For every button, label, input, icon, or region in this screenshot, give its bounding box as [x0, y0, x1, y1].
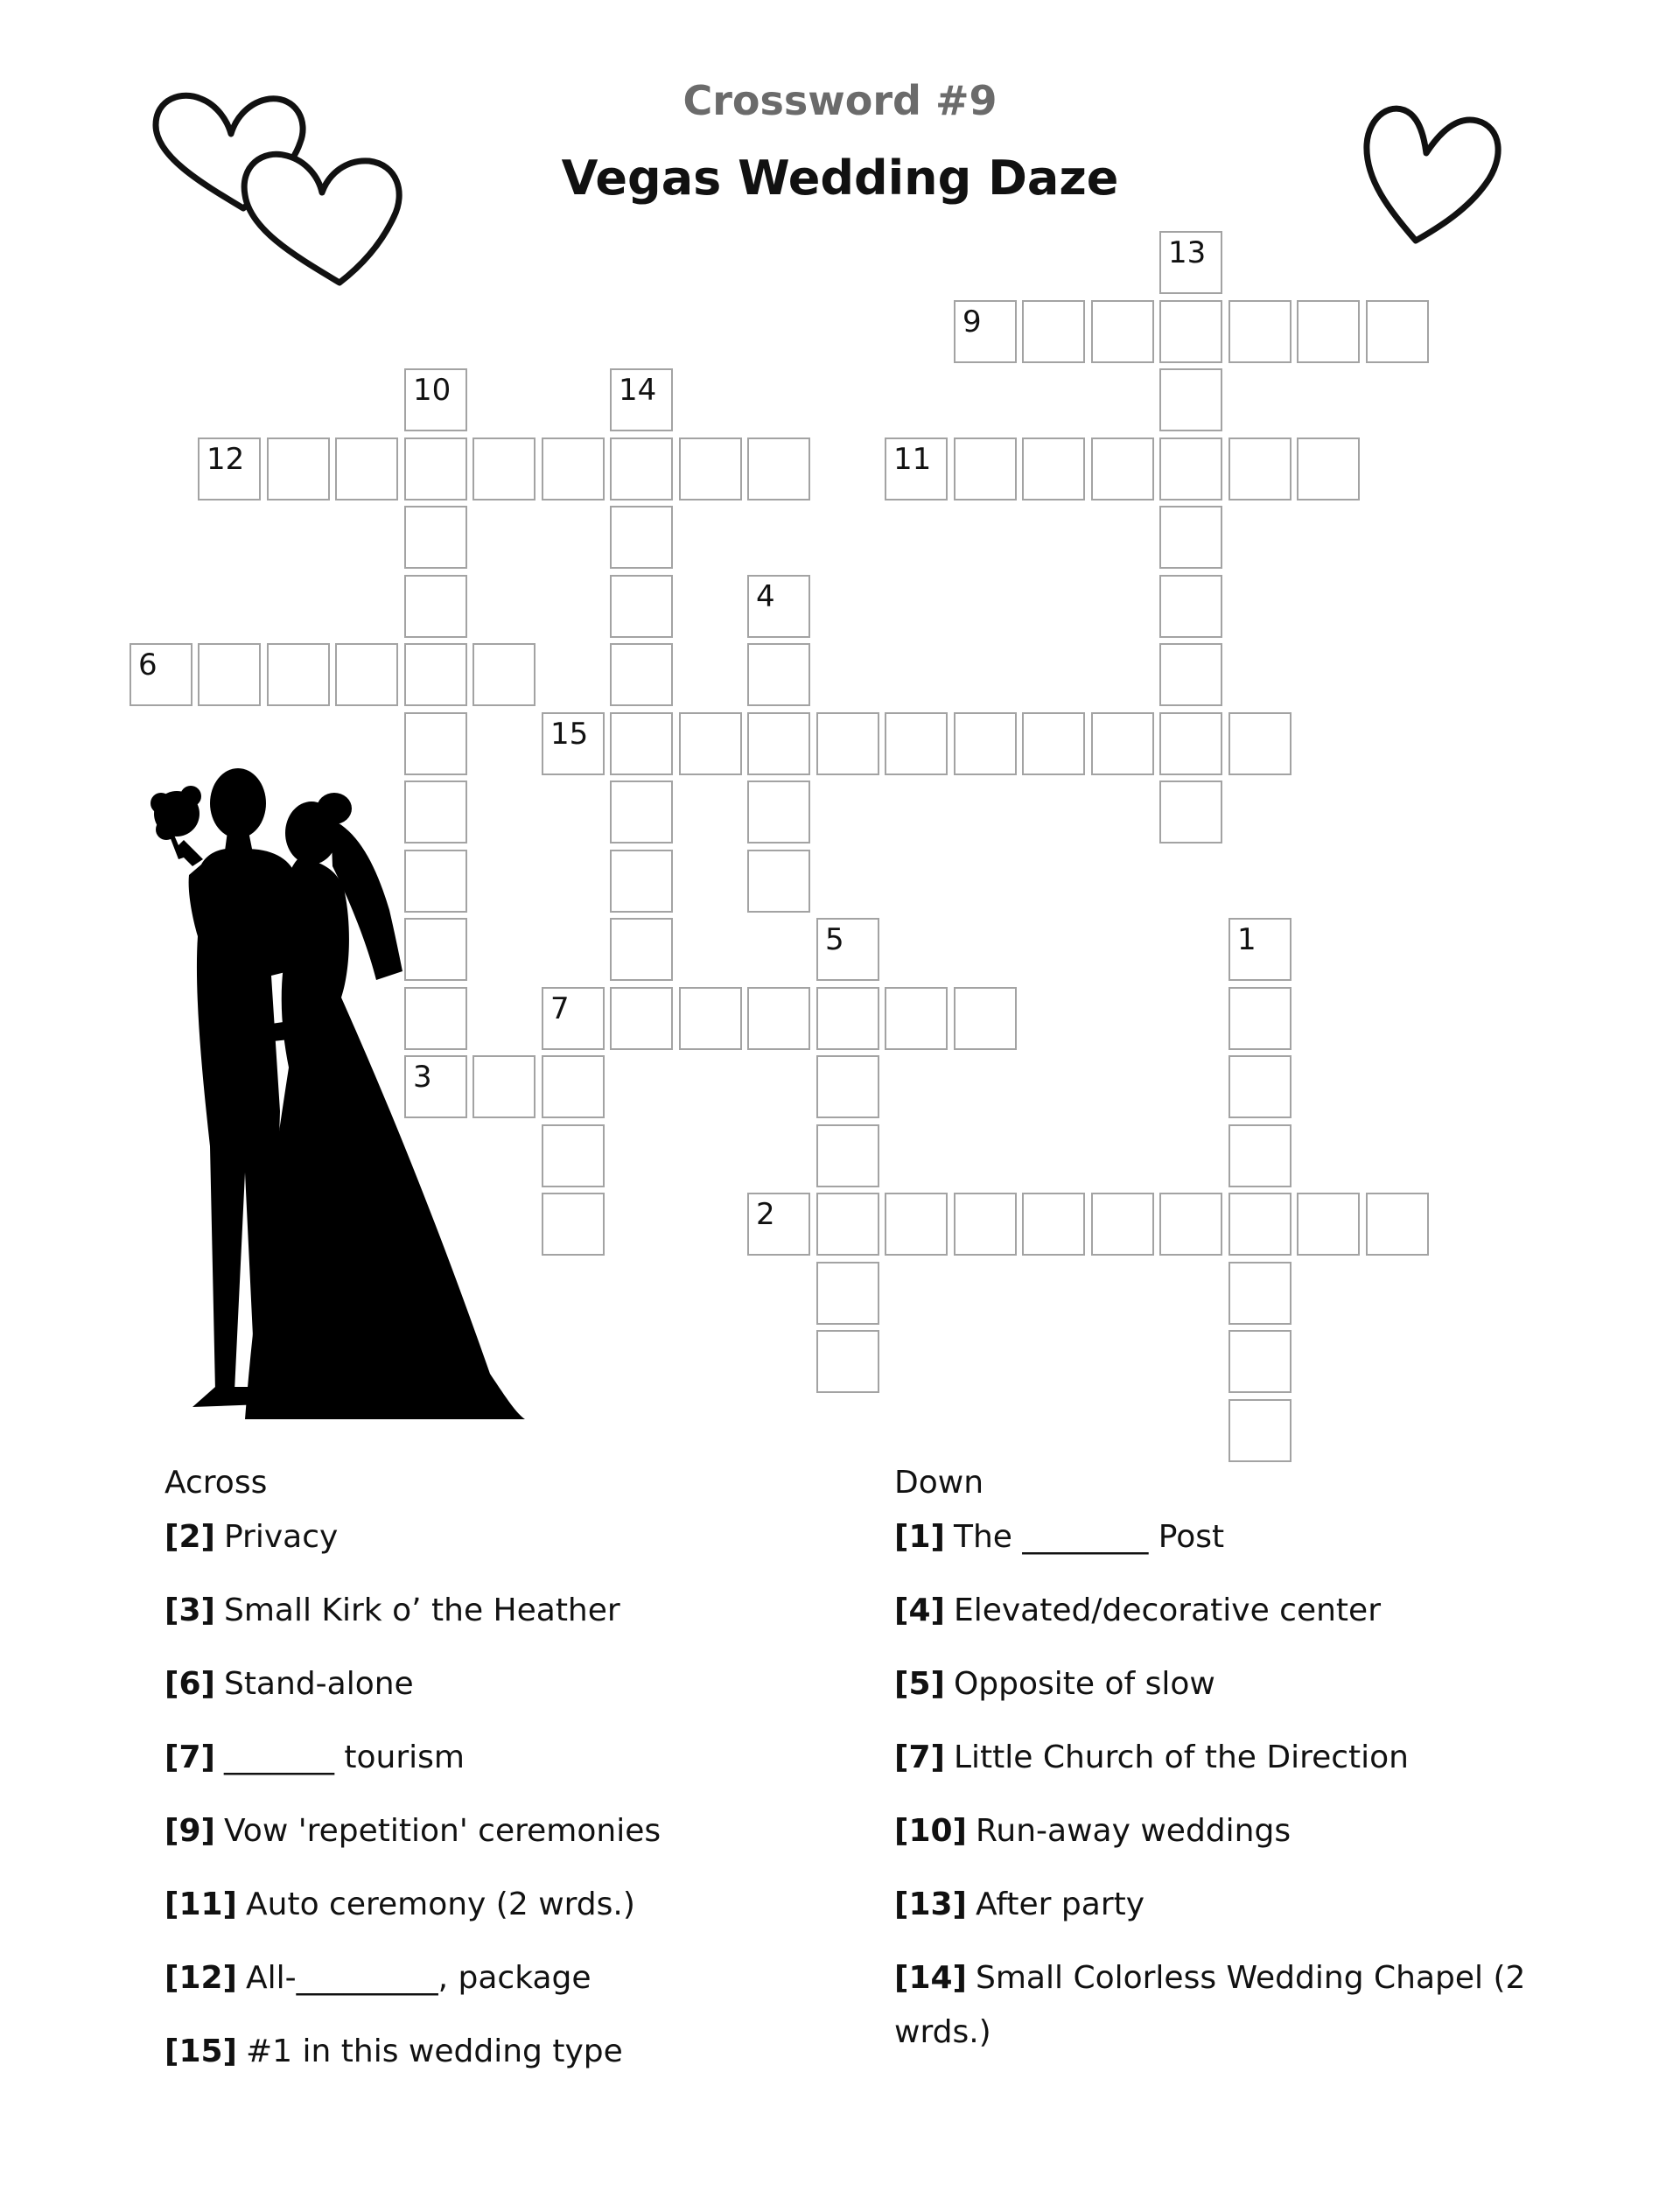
- grid-cell[interactable]: [542, 987, 605, 1050]
- grid-cell[interactable]: [542, 712, 605, 775]
- grid-cell[interactable]: [954, 1193, 1017, 1256]
- grid-cell[interactable]: [1366, 300, 1429, 363]
- clue-text: Vow 'repetition' ceremonies: [223, 1813, 662, 1849]
- grid-cell[interactable]: [954, 300, 1017, 363]
- clue-text: #1 in this wedding type: [246, 2034, 623, 2069]
- grid-cell[interactable]: [610, 368, 673, 431]
- across-clue: [164, 1878, 864, 1951]
- grid-cell[interactable]: [610, 438, 673, 500]
- clue-number: [3]: [164, 1592, 215, 1628]
- down-clue: [894, 1657, 1559, 1731]
- grid-cell[interactable]: [1159, 368, 1222, 431]
- clue-text: Privacy: [223, 1519, 339, 1555]
- clue-text: Elevated/decorative center: [953, 1592, 1381, 1628]
- grid-cell[interactable]: [1159, 575, 1222, 638]
- clue-number-label: 13: [1168, 235, 1207, 270]
- grid-cell[interactable]: [747, 780, 810, 844]
- grid-cell[interactable]: [198, 643, 261, 706]
- grid-cell[interactable]: [1366, 1193, 1429, 1256]
- grid-cell[interactable]: [885, 712, 948, 775]
- clue-text: Opposite of slow: [953, 1666, 1215, 1702]
- grid-cell[interactable]: [1022, 438, 1085, 500]
- grid-cell[interactable]: [610, 506, 673, 569]
- grid-cell[interactable]: [404, 987, 467, 1050]
- grid-cell[interactable]: [1159, 643, 1222, 706]
- clue-number: [14]: [894, 1960, 968, 1996]
- grid-cell[interactable]: [1228, 918, 1292, 981]
- grid-cell[interactable]: [1091, 438, 1154, 500]
- clue-number-label: 5: [825, 922, 844, 957]
- grid-cell[interactable]: [1228, 1055, 1292, 1118]
- grid-cell[interactable]: [404, 506, 467, 569]
- grid-cell[interactable]: [747, 643, 810, 706]
- grid-cell[interactable]: [1159, 712, 1222, 775]
- grid-cell[interactable]: [404, 438, 467, 500]
- clue-number-label: 15: [550, 717, 589, 752]
- grid-cell[interactable]: [542, 438, 605, 500]
- clue-number: [11]: [164, 1886, 238, 1922]
- grid-cell[interactable]: [1228, 1193, 1292, 1256]
- grid-cell[interactable]: [610, 643, 673, 706]
- down-clues: [894, 1463, 1559, 2060]
- grid-cell[interactable]: [747, 438, 810, 500]
- clue-number-label: 1: [1237, 922, 1256, 957]
- clue-number: [13]: [894, 1886, 968, 1922]
- grid-cell[interactable]: [472, 1055, 536, 1118]
- clue-number: [10]: [894, 1813, 968, 1849]
- across-clue-list: [164, 1510, 864, 2098]
- page-title: Vegas Wedding Daze: [561, 150, 1119, 206]
- grid-cell[interactable]: [404, 850, 467, 913]
- grid-cell[interactable]: [816, 987, 879, 1050]
- across-clue: [164, 1584, 864, 1657]
- grid-cell[interactable]: [885, 438, 948, 500]
- clue-number: [15]: [164, 2034, 238, 2069]
- grid-cell[interactable]: [1228, 438, 1292, 500]
- grid-cell[interactable]: [404, 575, 467, 638]
- grid-cell[interactable]: [1297, 300, 1360, 363]
- clue-text: All-_________, package: [246, 1960, 592, 1996]
- grid-cell[interactable]: [1159, 506, 1222, 569]
- grid-cell[interactable]: [1228, 300, 1292, 363]
- grid-cell[interactable]: [610, 780, 673, 844]
- down-clue: [894, 1804, 1559, 1878]
- grid-cell[interactable]: [816, 1055, 879, 1118]
- clue-text: Auto ceremony (2 wrds.): [246, 1886, 635, 1922]
- grid-cell[interactable]: [1091, 1193, 1154, 1256]
- grid-cell[interactable]: [1159, 438, 1222, 500]
- clue-text: Little Church of the Direction: [953, 1740, 1409, 1775]
- clue-number-label: 7: [550, 991, 570, 1026]
- grid-cell[interactable]: [679, 712, 742, 775]
- grid-cell[interactable]: [610, 918, 673, 981]
- clue-text: Stand-alone: [223, 1666, 414, 1702]
- across-clue: [164, 1731, 864, 1804]
- grid-cell[interactable]: [816, 918, 879, 981]
- grid-cell[interactable]: [542, 1193, 605, 1256]
- across-heading: Across: [164, 1465, 268, 1501]
- grid-cell[interactable]: [1228, 1330, 1292, 1393]
- clue-number: [12]: [164, 1960, 238, 1996]
- down-clue: [894, 1878, 1559, 1951]
- grid-cell[interactable]: [1091, 712, 1154, 775]
- clue-number: [4]: [894, 1592, 945, 1628]
- grid-cell[interactable]: [404, 643, 467, 706]
- grid-cell[interactable]: [610, 850, 673, 913]
- clue-number: [5]: [894, 1666, 945, 1702]
- grid-cell[interactable]: [885, 987, 948, 1050]
- grid-cell[interactable]: [679, 438, 742, 500]
- grid-cell[interactable]: [1228, 712, 1292, 775]
- across-clue: [164, 1510, 864, 1584]
- grid-cell[interactable]: [404, 780, 467, 844]
- clue-text: After party: [976, 1886, 1145, 1922]
- grid-cell[interactable]: [198, 438, 261, 500]
- crossword-number: Crossword #9: [682, 77, 998, 124]
- grid-cell[interactable]: [747, 850, 810, 913]
- clue-number: [7]: [164, 1740, 215, 1775]
- clue-number: [6]: [164, 1666, 215, 1702]
- grid-cell[interactable]: [679, 987, 742, 1050]
- grid-cell[interactable]: [954, 987, 1017, 1050]
- clue-number-label: 10: [413, 373, 452, 408]
- grid-cell[interactable]: [1297, 1193, 1360, 1256]
- grid-cell[interactable]: [747, 987, 810, 1050]
- grid-cell[interactable]: [1228, 1124, 1292, 1187]
- grid-cell[interactable]: [472, 438, 536, 500]
- grid-cell[interactable]: [816, 1193, 879, 1256]
- clue-number-label: 11: [893, 442, 932, 477]
- across-clue: [164, 1657, 864, 1731]
- grid-cell[interactable]: [542, 1055, 605, 1118]
- down-clue-list: [894, 1510, 1559, 2060]
- grid-cell[interactable]: [610, 712, 673, 775]
- grid-cell[interactable]: [610, 987, 673, 1050]
- clue-number-label: 14: [619, 373, 657, 408]
- grid-cell[interactable]: [1159, 300, 1222, 363]
- across-clue: [164, 1951, 864, 2025]
- grid-cell[interactable]: [267, 643, 330, 706]
- grid-cell[interactable]: [747, 1193, 810, 1256]
- clue-number: [7]: [894, 1740, 945, 1775]
- grid-cell[interactable]: [404, 1055, 467, 1118]
- down-clue: [894, 1584, 1559, 1657]
- grid-cell[interactable]: [816, 712, 879, 775]
- grid-cell[interactable]: [1228, 1262, 1292, 1325]
- clue-number-label: 4: [756, 579, 775, 614]
- grid-cell[interactable]: [404, 712, 467, 775]
- grid-cell[interactable]: [542, 1124, 605, 1187]
- clue-number: [2]: [164, 1519, 215, 1555]
- grid-cell[interactable]: [1022, 1193, 1085, 1256]
- across-clue: [164, 1804, 864, 1878]
- grid-cell[interactable]: [747, 712, 810, 775]
- grid-cell[interactable]: [1091, 300, 1154, 363]
- grid-cell[interactable]: [404, 368, 467, 431]
- grid-cell[interactable]: [267, 438, 330, 500]
- grid-cell[interactable]: [335, 438, 398, 500]
- grid-cell[interactable]: [404, 918, 467, 981]
- clue-text: Small Colorless Wedding Chapel (2 wrds.): [894, 1960, 1526, 2050]
- clue-text: The ________ Post: [953, 1519, 1225, 1555]
- clue-number: [1]: [894, 1519, 945, 1555]
- clue-number: [9]: [164, 1813, 215, 1849]
- clue-number-label: 12: [206, 442, 245, 477]
- down-heading: Down: [894, 1465, 984, 1501]
- across-clue: [164, 2025, 864, 2098]
- clue-text: Run-away weddings: [976, 1813, 1292, 1849]
- clue-number-label: 2: [756, 1197, 775, 1232]
- grid-cell[interactable]: [816, 1262, 879, 1325]
- grid-cell[interactable]: [747, 575, 810, 638]
- clue-number-label: 9: [962, 304, 982, 340]
- grid-cell[interactable]: [1159, 231, 1222, 294]
- grid-cell[interactable]: [1228, 987, 1292, 1050]
- grid-cell[interactable]: [335, 643, 398, 706]
- grid-cell[interactable]: [610, 575, 673, 638]
- clue-text: Small Kirk o’ the Heather: [223, 1592, 620, 1628]
- grid-cell[interactable]: [1159, 780, 1222, 844]
- down-clue: [894, 1510, 1559, 1584]
- grid-cell[interactable]: [816, 1330, 879, 1393]
- clue-text: _______ tourism: [223, 1740, 465, 1775]
- grid-cell[interactable]: [472, 643, 536, 706]
- clue-number-label: 3: [413, 1060, 432, 1095]
- grid-cell[interactable]: [1228, 1399, 1292, 1462]
- grid-cell[interactable]: [1022, 300, 1085, 363]
- down-clue: [894, 1951, 1559, 2060]
- grid-cell[interactable]: [130, 643, 192, 706]
- grid-cell[interactable]: [1022, 712, 1085, 775]
- grid-cell[interactable]: [885, 1193, 948, 1256]
- grid-cell[interactable]: [1159, 1193, 1222, 1256]
- grid-cell[interactable]: [954, 712, 1017, 775]
- grid-cell[interactable]: [954, 438, 1017, 500]
- grid-cell[interactable]: [1297, 438, 1360, 500]
- down-clue: [894, 1731, 1559, 1804]
- across-clues: [164, 1463, 864, 2098]
- clue-number-label: 6: [138, 648, 158, 682]
- grid-cell[interactable]: [816, 1124, 879, 1187]
